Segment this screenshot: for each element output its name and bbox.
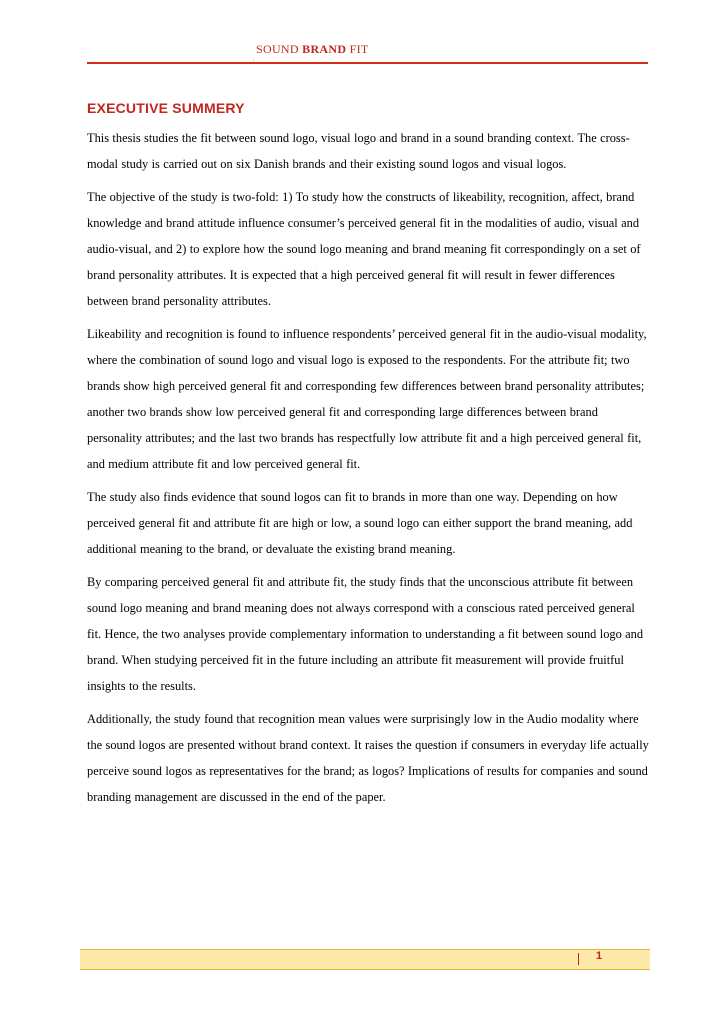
paragraph: Additionally, the study found that recognition mean values were surprisingly low in the Audio modality where the sound logos are presented without brand context. It raises the question if consumers in everyday life actually perceive sound logos as representatives for the brand; as logos? Implications of results for companies and sound branding management are discussed in the end of the paper. <box>87 712 649 804</box>
paragraph: Likeability and recognition is found to influence respondents’ perceived general fit in the audio-visual modality, where the combination of sound logo and visual logo is exposed to the respondents. For the attribute fit; two brands show high perceived general fit and corresponding few differences between brand personality attributes; another two brands show low perceived general fit and corresponding large differences between brand personality attributes; and the last two brands has respectfully low attribute fit and a high perceived general fit, and medium attribute fit and low perceived general fit. <box>87 327 647 471</box>
paragraph: This thesis studies the fit between sound logo, visual logo and brand in a sound branding context. The cross-modal study is carried out on six Danish brands and their existing sound logos and visual logos. <box>87 131 630 171</box>
header-rule <box>87 62 648 64</box>
header-title-brand: BRAND <box>302 42 347 56</box>
paragraph: The study also finds evidence that sound logos can fit to brands in more than one way. Depending on how perceived general fit and attribute fit are high or low, a sound logo can either support the brand meaning, add additional meaning to the brand, or devaluate the existing brand meaning. <box>87 490 633 556</box>
paragraph: The objective of the study is two-fold: 1) To study how the constructs of likeability, recognition, affect, brand knowledge and brand attitude influence consumer’s perceived general fit in the modalities of audio, visual and audio-visual, and 2) to explore how the sound logo meaning and brand meaning fit correspondingly on a set of brand personality attributes. It is expected that a high perceived general fit will result in fewer differences between brand personality attributes. <box>87 190 641 308</box>
header-title-prefix: SOUND <box>256 42 303 56</box>
header-title-suffix: FIT <box>346 42 369 56</box>
header-title <box>256 42 369 57</box>
paragraph: By comparing perceived general fit and attribute fit, the study finds that the unconscious attribute fit between sound logo meaning and brand meaning does not always correspond with a conscious rated perceived general fit. Hence, the two analyses provide complementary information to understanding a fit between sound logo and brand. When studying perceived fit in the future including an attribute fit measurement will provide fruitful insights to the results. <box>87 575 644 693</box>
section-heading: EXECUTIVE SUMMERY <box>87 100 245 116</box>
footer-bar <box>80 949 650 970</box>
page-number: 1 <box>596 950 603 962</box>
footer-separator <box>578 953 579 965</box>
document-body <box>87 100 652 817</box>
page-header <box>0 0 728 64</box>
